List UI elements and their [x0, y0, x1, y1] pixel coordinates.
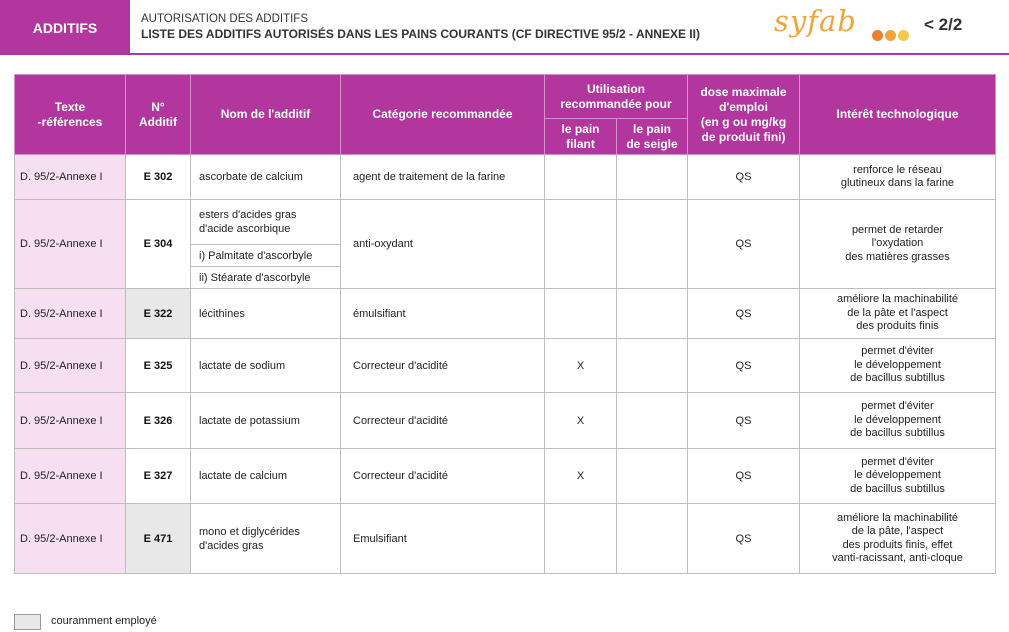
categorie-cell: agent de traitement de la farine [341, 155, 545, 200]
header-interet: Intérêt technologique [800, 75, 996, 155]
code-cell: E 471 [126, 504, 191, 574]
dose-cell: QS [688, 289, 800, 339]
categorie-cell: Emulsifiant [341, 504, 545, 574]
code-cell: E 327 [126, 449, 191, 504]
code-cell: E 304 [126, 200, 191, 289]
table-row [15, 393, 996, 449]
name-cell: lactate de potassium [191, 393, 341, 449]
page-header [0, 0, 1009, 56]
legend-label: couramment employé [51, 615, 157, 627]
ref-cell: D. 95/2-Annexe I [15, 339, 126, 393]
header-pain-filant: le pain filant [545, 119, 617, 155]
logo-dot-1 [872, 30, 883, 41]
name-cell: lactate de calcium [191, 449, 341, 504]
dose-cell: QS [688, 449, 800, 504]
dose-cell: QS [688, 504, 800, 574]
interet-cell: permet de retarder l'oxydation des matières grasses [800, 200, 996, 289]
seigle-cell [617, 339, 688, 393]
filant-cell [545, 200, 617, 289]
interet-cell: améliore la machinabilité de la pâte et l'aspect des produits finis [800, 289, 996, 339]
ref-cell: D. 95/2-Annexe I [15, 393, 126, 449]
interet-cell: améliore la machinabilité de la pâte, l'aspect des produits finis, effet vanti-racissant, anti-cloque [800, 504, 996, 574]
logo-dot-2 [885, 30, 896, 41]
table-row [15, 200, 996, 245]
table-row [15, 155, 996, 200]
title-line-2: LISTE DES ADDITIFS AUTORISÉS DANS LES PAINS COURANTS (CF DIRECTIVE 95/2 - ANNEXE II) [141, 27, 700, 41]
ref-cell: D. 95/2-Annexe I [15, 449, 126, 504]
name-cell: ascorbate de calcium [191, 155, 341, 200]
additives-table [14, 74, 996, 574]
code-cell: E 326 [126, 393, 191, 449]
interet-cell: permet d'éviter le développement de bacillus subtillus [800, 339, 996, 393]
header-nom: Nom de l'additif [191, 75, 341, 155]
ref-cell: D. 95/2-Annexe I [15, 504, 126, 574]
seigle-cell [617, 200, 688, 289]
seigle-cell [617, 289, 688, 339]
logo-dots-icon [872, 30, 912, 42]
seigle-cell [617, 504, 688, 574]
categorie-cell: Correcteur d'acidité [341, 339, 545, 393]
header-pain-seigle: le pain de seigle [617, 119, 688, 155]
logo-dot-3 [898, 30, 909, 41]
table-row [15, 449, 996, 504]
filant-cell: X [545, 393, 617, 449]
page-title [141, 12, 700, 42]
interet-cell: permet d'éviter le développement de bacillus subtillus [800, 449, 996, 504]
ref-cell: D. 95/2-Annexe I [15, 155, 126, 200]
table-row [15, 504, 996, 574]
dose-cell: QS [688, 339, 800, 393]
header-divider [130, 53, 1009, 55]
seigle-cell [617, 449, 688, 504]
categorie-cell: Correcteur d'acidité [341, 393, 545, 449]
name-cell: mono et diglycérides d'acides gras [191, 504, 341, 574]
name-cell: lactate de sodium [191, 339, 341, 393]
name-subcell: i) Palmitate d'ascorbyle [191, 245, 341, 267]
filant-cell [545, 504, 617, 574]
interet-cell: renforce le réseau glutineux dans la farine [800, 155, 996, 200]
title-line-1: AUTORISATION DES ADDITIFS [141, 13, 308, 25]
code-cell: E 302 [126, 155, 191, 200]
name-subcell: ii) Stéarate d'ascorbyle [191, 267, 341, 289]
seigle-cell [617, 155, 688, 200]
filant-cell [545, 289, 617, 339]
dose-cell: QS [688, 393, 800, 449]
ref-cell: D. 95/2-Annexe I [15, 289, 126, 339]
categorie-cell: Correcteur d'acidité [341, 449, 545, 504]
section-tab [0, 0, 130, 55]
filant-cell [545, 155, 617, 200]
code-cell: E 325 [126, 339, 191, 393]
header-texte: Texte -références [15, 75, 126, 155]
legend-swatch [14, 614, 41, 630]
header-categorie: Catégorie recommandée [341, 75, 545, 155]
code-cell: E 322 [126, 289, 191, 339]
categorie-cell: émulsifiant [341, 289, 545, 339]
categorie-cell: anti-oxydant [341, 200, 545, 289]
header-dose: dose maximale d'emploi (en g ou mg/kg de produit fini) [688, 75, 800, 155]
header-utilisation: Utilisation recommandée pour [545, 75, 688, 119]
filant-cell: X [545, 339, 617, 393]
dose-cell: QS [688, 155, 800, 200]
filant-cell: X [545, 449, 617, 504]
page-navigation[interactable]: < 2/2 [924, 15, 963, 34]
seigle-cell [617, 393, 688, 449]
section-tab-label: ADDITIFS [32, 19, 98, 36]
header-numero: N° Additif [126, 75, 191, 155]
name-cell: lécithines [191, 289, 341, 339]
interet-cell: permet d'éviter le développement de bacillus subtillus [800, 393, 996, 449]
table-row [15, 339, 996, 393]
table-row [15, 289, 996, 339]
name-cell: esters d'acides gras d'acide ascorbique [191, 200, 341, 245]
syfab-logo: syfab [774, 4, 857, 38]
dose-cell: QS [688, 200, 800, 289]
ref-cell: D. 95/2-Annexe I [15, 200, 126, 289]
